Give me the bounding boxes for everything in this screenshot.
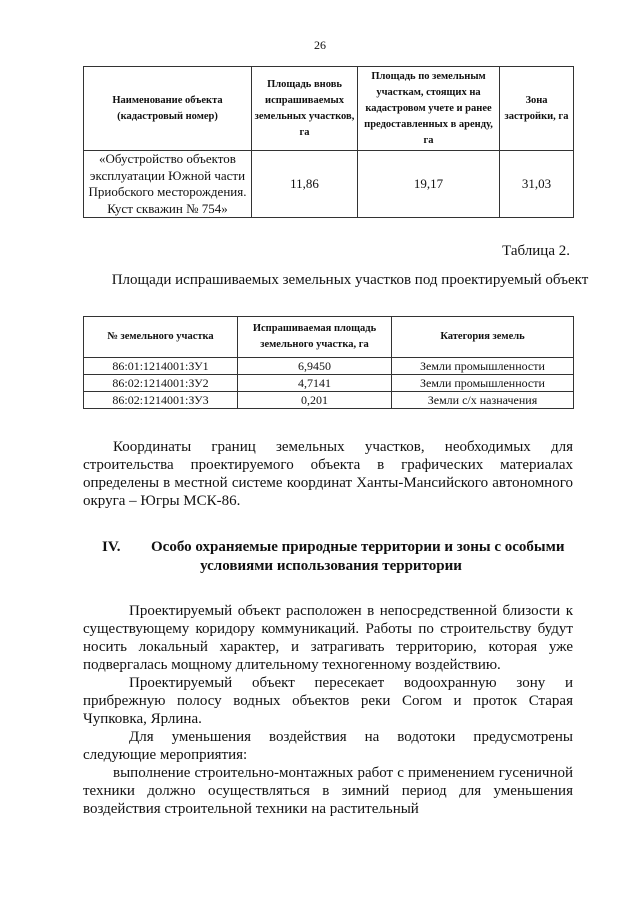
table-cell: Земли промышленности [392,358,574,375]
body-paragraph: Проектируемый объект расположен в непосредственной близости к существующему коридору коммуникаций. Работы по строительству будут носить локальный характер, и затрагивать территорию, которая уже подвергалась мощному длительному техногенному воздействию. [83,603,573,673]
body-paragraph: Для уменьшения воздействия на водотоки предусмотрены следующие мероприятия: [83,729,573,763]
table-header-cell: Испрашиваемая площадь земельного участка, га [238,317,392,358]
table-cell: 6,9450 [238,358,392,375]
table-cell: 0,201 [238,392,392,409]
table-row [84,392,574,409]
coordinates-paragraph: Координаты границ земельных участков, необходимых для строительства проектируемого объекта в графических материалах определены в местной системе координат Ханты-Мансийского автономного округа – Югры МСК-86. [83,439,573,509]
table-row [84,358,574,375]
table-caption: Таблица 2. [502,243,570,259]
table-cell: 11,86 [252,151,358,218]
table-cell: «Обустройство объектов эксплуатации Южной части Приобского месторождения. Куст скважин № 754» [84,151,252,218]
table-title: Площади испрашиваемых земельных участков под проектируемый объект [111,272,589,288]
section-number: IV. [102,539,121,555]
land-plot-area-table [83,66,574,218]
table-header-cell: Площадь вновь испрашиваемых земельных участков, га [252,67,358,151]
requested-plots-table [83,316,574,409]
page-number: 26 [314,38,326,52]
table-cell: Земли с/х назначения [392,392,574,409]
table-header-row [84,67,574,151]
section-title-line2: условиями использования территории [200,558,462,574]
table-cell: 86:02:1214001:ЗУ2 [84,375,238,392]
section-title-line1: Особо охраняемые природные территории и зоны с особыми [151,539,565,555]
table-row [84,375,574,392]
table-header-cell: Площадь по земельным участкам, стоящих на кадастровом учете и ранее предоставленных в аренду, га [358,67,500,151]
table-cell: Земли промышленности [392,375,574,392]
table-header-cell: Категория земель [392,317,574,358]
table-cell: 86:01:1214001:ЗУ1 [84,358,238,375]
table-cell: 4,7141 [238,375,392,392]
table-cell: 86:02:1214001:ЗУ3 [84,392,238,409]
body-paragraph: Проектируемый объект пересекает водоохранную зону и прибрежную полосу водных объектов реки Согом и проток Старая Чупковка, Ярлина. [83,675,573,727]
table-header-cell: Зона застройки, га [500,67,574,151]
body-paragraph: выполнение строительно-монтажных работ с применением гусеничной техники должно осуществляться в зимний период для уменьшения воздействия строительной техники на растительный [83,765,573,817]
table-cell: 19,17 [358,151,500,218]
table-row [84,151,574,218]
table-header-cell: № земельного участка [84,317,238,358]
table-header-cell: Наименование объекта (кадастровый номер) [84,67,252,151]
table-header-row [84,317,574,358]
table-cell: 31,03 [500,151,574,218]
